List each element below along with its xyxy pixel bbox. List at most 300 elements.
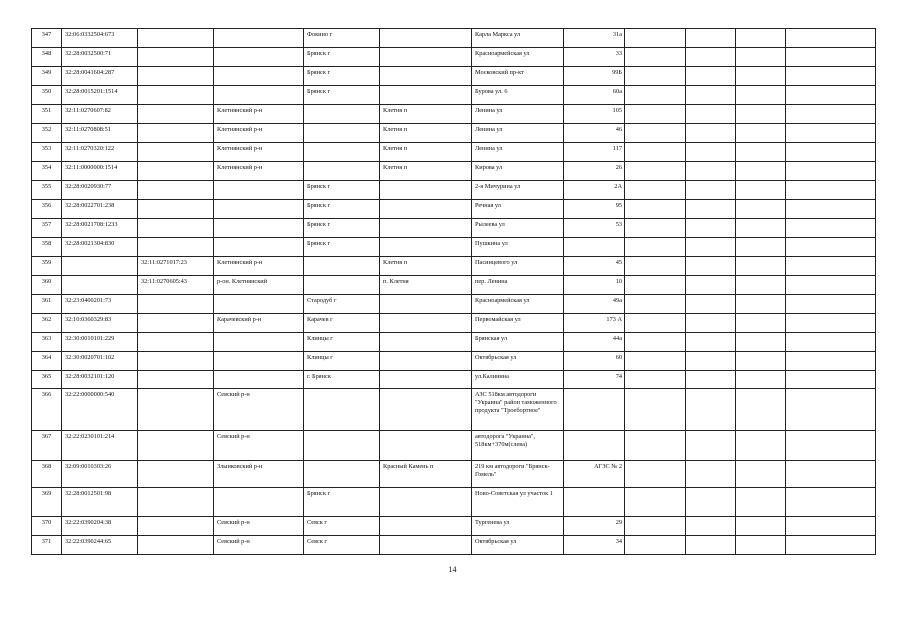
empty-cell xyxy=(625,352,686,371)
settlement-cell: п. Клетня xyxy=(380,276,472,295)
empty-cell xyxy=(736,517,786,536)
empty-cell xyxy=(736,333,786,352)
city-cell xyxy=(304,124,380,143)
empty-cell xyxy=(625,181,686,200)
street-cell: Первомайская ул xyxy=(472,314,564,333)
empty-cell xyxy=(786,431,876,461)
empty-cell xyxy=(786,488,876,517)
settlement-cell xyxy=(380,181,472,200)
empty-cell xyxy=(736,105,786,124)
row-number-cell: 357 xyxy=(32,219,62,238)
cadastral-number-alt-cell xyxy=(138,200,214,219)
house-number-cell xyxy=(564,389,625,431)
city-cell: Брянск г xyxy=(304,86,380,105)
district-cell: Севский р-н xyxy=(214,389,304,431)
empty-cell xyxy=(736,257,786,276)
row-number-cell: 356 xyxy=(32,200,62,219)
cadastral-number-cell: 32:09:0010303:26 xyxy=(62,461,138,488)
settlement-cell xyxy=(380,389,472,431)
city-cell xyxy=(304,461,380,488)
cadastral-number-alt-cell xyxy=(138,219,214,238)
cadastral-number-cell: 32:11:0000000:1514 xyxy=(62,162,138,181)
district-cell: Севский р-н xyxy=(214,431,304,461)
page-number: 14 xyxy=(448,565,457,574)
street-cell: пер. Ленина xyxy=(472,276,564,295)
empty-cell xyxy=(625,219,686,238)
table-row xyxy=(32,67,876,86)
empty-cell xyxy=(625,143,686,162)
empty-cell xyxy=(786,257,876,276)
table-body xyxy=(32,29,876,555)
house-number-cell: 2А xyxy=(564,181,625,200)
house-number-cell: 31а xyxy=(564,29,625,48)
row-number-cell: 369 xyxy=(32,488,62,517)
city-cell xyxy=(304,162,380,181)
empty-cell xyxy=(736,29,786,48)
settlement-cell xyxy=(380,352,472,371)
city-cell: Севск г xyxy=(304,536,380,555)
cadastral-number-cell: 32:11:0270607:82 xyxy=(62,105,138,124)
empty-cell xyxy=(736,143,786,162)
house-number-cell: 44а xyxy=(564,333,625,352)
settlement-cell xyxy=(380,295,472,314)
table-row xyxy=(32,352,876,371)
city-cell xyxy=(304,143,380,162)
empty-cell xyxy=(625,461,686,488)
empty-cell xyxy=(686,352,736,371)
city-cell: Стародуб г xyxy=(304,295,380,314)
empty-cell xyxy=(625,488,686,517)
cadastral-number-cell: 32:28:0041604:287 xyxy=(62,67,138,86)
row-number-cell: 362 xyxy=(32,314,62,333)
empty-cell xyxy=(686,48,736,67)
cadastral-number-alt-cell xyxy=(138,295,214,314)
table-row xyxy=(32,517,876,536)
street-cell: Рылеева ул xyxy=(472,219,564,238)
cadastral-number-cell: 32:22:0000000:540 xyxy=(62,389,138,431)
street-cell: Красноармейская ул xyxy=(472,48,564,67)
house-number-cell: 34 xyxy=(564,536,625,555)
empty-cell xyxy=(786,295,876,314)
settlement-cell xyxy=(380,333,472,352)
street-cell: Ленина ул xyxy=(472,105,564,124)
house-number-cell: 53 xyxy=(564,219,625,238)
street-cell: 2-я Мичурина ул xyxy=(472,181,564,200)
house-number-cell: 29 xyxy=(564,517,625,536)
table-row xyxy=(32,105,876,124)
empty-cell xyxy=(786,181,876,200)
empty-cell xyxy=(625,200,686,219)
empty-cell xyxy=(625,314,686,333)
empty-cell xyxy=(686,314,736,333)
settlement-cell xyxy=(380,200,472,219)
cadastral-number-cell: 32:23:0400201:73 xyxy=(62,295,138,314)
row-number-cell: 351 xyxy=(32,105,62,124)
city-cell: Брянск г xyxy=(304,181,380,200)
empty-cell xyxy=(786,536,876,555)
street-cell: Красноармейская ул xyxy=(472,295,564,314)
table-row xyxy=(32,124,876,143)
house-number-cell xyxy=(564,238,625,257)
table-row xyxy=(32,461,876,488)
empty-cell xyxy=(786,352,876,371)
empty-cell xyxy=(736,352,786,371)
empty-cell xyxy=(686,257,736,276)
district-cell: Злынковский р-н xyxy=(214,461,304,488)
empty-cell xyxy=(786,143,876,162)
cadastral-number-alt-cell xyxy=(138,48,214,67)
settlement-cell: Клетня п xyxy=(380,257,472,276)
cadastral-number-alt-cell xyxy=(138,536,214,555)
cadastral-number-alt-cell xyxy=(138,431,214,461)
street-cell: Московский пр-кт xyxy=(472,67,564,86)
house-number-cell: 45 xyxy=(564,257,625,276)
empty-cell xyxy=(736,86,786,105)
empty-cell xyxy=(786,67,876,86)
district-cell xyxy=(214,352,304,371)
cadastral-number-alt-cell xyxy=(138,314,214,333)
district-cell: Севский р-н xyxy=(214,536,304,555)
cadastral-number-cell: 32:22:0390204:38 xyxy=(62,517,138,536)
settlement-cell xyxy=(380,238,472,257)
street-cell: Ленина ул xyxy=(472,124,564,143)
row-number-cell: 364 xyxy=(32,352,62,371)
empty-cell xyxy=(625,67,686,86)
street-cell: Тургенева ул xyxy=(472,517,564,536)
cadastral-number-alt-cell: 32:11:0271017:23 xyxy=(138,257,214,276)
empty-cell xyxy=(786,276,876,295)
house-number-cell: 60 xyxy=(564,352,625,371)
empty-cell xyxy=(686,219,736,238)
empty-cell xyxy=(686,488,736,517)
table-row xyxy=(32,162,876,181)
settlement-cell xyxy=(380,314,472,333)
row-number-cell: 350 xyxy=(32,86,62,105)
street-cell: Карла Маркса ул xyxy=(472,29,564,48)
empty-cell xyxy=(625,162,686,181)
district-cell: Клетнянский р-н xyxy=(214,105,304,124)
cadastral-number-cell: 32:22:0390244:65 xyxy=(62,536,138,555)
settlement-cell: Клетня п xyxy=(380,162,472,181)
district-cell: р-он. Клетнянский xyxy=(214,276,304,295)
table-row xyxy=(32,276,876,295)
table-row xyxy=(32,48,876,67)
empty-cell xyxy=(786,105,876,124)
house-number-cell: 33 xyxy=(564,48,625,67)
house-number-cell: 117 xyxy=(564,143,625,162)
district-cell xyxy=(214,333,304,352)
empty-cell xyxy=(625,276,686,295)
row-number-cell: 368 xyxy=(32,461,62,488)
district-cell xyxy=(214,48,304,67)
district-cell: Клетнянский р-н xyxy=(214,124,304,143)
empty-cell xyxy=(786,517,876,536)
table-row xyxy=(32,86,876,105)
cadastral-number-cell: 32:11:0270320:122 xyxy=(62,143,138,162)
cadastral-number-cell: 32:11:0270808:51 xyxy=(62,124,138,143)
table-row xyxy=(32,143,876,162)
city-cell: Клинцы г xyxy=(304,352,380,371)
house-number-cell: 99Б xyxy=(564,67,625,86)
cadastral-number-cell: 32:28:0022701:238 xyxy=(62,200,138,219)
cadastral-number-cell: 32:28:0032101:120 xyxy=(62,371,138,389)
cadastral-number-alt-cell xyxy=(138,86,214,105)
settlement-cell: Красный Камень п xyxy=(380,461,472,488)
row-number-cell: 353 xyxy=(32,143,62,162)
empty-cell xyxy=(786,219,876,238)
district-cell xyxy=(214,29,304,48)
cadastral-number-alt-cell xyxy=(138,352,214,371)
empty-cell xyxy=(786,86,876,105)
row-number-cell: 371 xyxy=(32,536,62,555)
district-cell xyxy=(214,181,304,200)
district-cell: Клетнянский р-н xyxy=(214,162,304,181)
empty-cell xyxy=(736,162,786,181)
empty-cell xyxy=(786,200,876,219)
table-row xyxy=(32,371,876,389)
cadastral-number-cell: 32:28:0021708:1233 xyxy=(62,219,138,238)
city-cell: Брянск г xyxy=(304,200,380,219)
street-cell: Кирова ул xyxy=(472,162,564,181)
empty-cell xyxy=(686,389,736,431)
city-cell: Брянск г xyxy=(304,48,380,67)
empty-cell xyxy=(686,517,736,536)
empty-cell xyxy=(786,162,876,181)
empty-cell xyxy=(686,461,736,488)
city-cell: Брянск г xyxy=(304,219,380,238)
settlement-cell xyxy=(380,517,472,536)
cadastral-number-cell: 32:28:0012501:98 xyxy=(62,488,138,517)
city-cell xyxy=(304,276,380,295)
settlement-cell xyxy=(380,371,472,389)
empty-cell xyxy=(736,461,786,488)
row-number-cell: 347 xyxy=(32,29,62,48)
district-cell xyxy=(214,219,304,238)
empty-cell xyxy=(736,536,786,555)
cadastral-number-alt-cell xyxy=(138,105,214,124)
empty-cell xyxy=(625,86,686,105)
empty-cell xyxy=(686,67,736,86)
row-number-cell: 361 xyxy=(32,295,62,314)
empty-cell xyxy=(625,431,686,461)
empty-cell xyxy=(625,257,686,276)
street-cell: Ленина ул xyxy=(472,143,564,162)
city-cell xyxy=(304,105,380,124)
street-cell: Ново-Советская ул участок 1 xyxy=(472,488,564,517)
empty-cell xyxy=(786,389,876,431)
district-cell xyxy=(214,67,304,86)
cadastral-number-alt-cell xyxy=(138,238,214,257)
city-cell xyxy=(304,431,380,461)
street-cell: Октябрьская ул xyxy=(472,352,564,371)
empty-cell xyxy=(786,333,876,352)
empty-cell xyxy=(625,29,686,48)
empty-cell xyxy=(736,67,786,86)
city-cell: Клинцы г xyxy=(304,333,380,352)
table-row xyxy=(32,29,876,48)
district-cell: Севский р-н xyxy=(214,517,304,536)
empty-cell xyxy=(736,371,786,389)
table-row xyxy=(32,314,876,333)
registry-table-container xyxy=(31,28,875,555)
cadastral-number-cell: 32:06:0332504:673 xyxy=(62,29,138,48)
street-cell: Пушкина ул xyxy=(472,238,564,257)
city-cell: Брянск г xyxy=(304,238,380,257)
empty-cell xyxy=(625,371,686,389)
empty-cell xyxy=(736,488,786,517)
street-cell: 219 км автодороги "Брянск-Гомель" xyxy=(472,461,564,488)
empty-cell xyxy=(686,200,736,219)
empty-cell xyxy=(686,295,736,314)
house-number-cell: 105 xyxy=(564,105,625,124)
table-row xyxy=(32,181,876,200)
district-cell xyxy=(214,488,304,517)
empty-cell xyxy=(736,389,786,431)
empty-cell xyxy=(625,295,686,314)
settlement-cell xyxy=(380,67,472,86)
cadastral-number-alt-cell xyxy=(138,143,214,162)
empty-cell xyxy=(625,333,686,352)
empty-cell xyxy=(736,219,786,238)
table-row xyxy=(32,295,876,314)
row-number-cell: 352 xyxy=(32,124,62,143)
district-cell xyxy=(214,86,304,105)
empty-cell xyxy=(786,48,876,67)
empty-cell xyxy=(786,461,876,488)
row-number-cell: 359 xyxy=(32,257,62,276)
house-number-cell: АГЗС № 2 xyxy=(564,461,625,488)
empty-cell xyxy=(686,29,736,48)
house-number-cell xyxy=(564,488,625,517)
settlement-cell xyxy=(380,219,472,238)
row-number-cell: 349 xyxy=(32,67,62,86)
city-cell xyxy=(304,389,380,431)
settlement-cell xyxy=(380,536,472,555)
table-row xyxy=(32,488,876,517)
cadastral-number-alt-cell xyxy=(138,124,214,143)
settlement-cell xyxy=(380,488,472,517)
house-number-cell: 26 xyxy=(564,162,625,181)
cadastral-number-alt-cell xyxy=(138,488,214,517)
street-cell: ул.Калинина xyxy=(472,371,564,389)
cadastral-number-alt-cell xyxy=(138,371,214,389)
row-number-cell: 354 xyxy=(32,162,62,181)
cadastral-number-alt-cell xyxy=(138,29,214,48)
cadastral-number-alt-cell xyxy=(138,181,214,200)
row-number-cell: 363 xyxy=(32,333,62,352)
cadastral-number-alt-cell xyxy=(138,67,214,86)
row-number-cell: 358 xyxy=(32,238,62,257)
house-number-cell: 10 xyxy=(564,276,625,295)
district-cell xyxy=(214,238,304,257)
house-number-cell: 74 xyxy=(564,371,625,389)
empty-cell xyxy=(625,389,686,431)
settlement-cell: Клетня п xyxy=(380,124,472,143)
empty-cell xyxy=(686,431,736,461)
street-cell: Октябрьская ул xyxy=(472,536,564,555)
row-number-cell: 360 xyxy=(32,276,62,295)
city-cell: Брянск г xyxy=(304,67,380,86)
settlement-cell xyxy=(380,86,472,105)
settlement-cell xyxy=(380,29,472,48)
empty-cell xyxy=(786,238,876,257)
empty-cell xyxy=(686,162,736,181)
district-cell: Клетнянский р-н xyxy=(214,143,304,162)
table-row xyxy=(32,238,876,257)
empty-cell xyxy=(736,181,786,200)
settlement-cell: Клетня п xyxy=(380,143,472,162)
district-cell: Клетнянский р-н xyxy=(214,257,304,276)
district-cell xyxy=(214,371,304,389)
empty-cell xyxy=(625,105,686,124)
empty-cell xyxy=(736,431,786,461)
empty-cell xyxy=(736,276,786,295)
cadastral-number-alt-cell xyxy=(138,517,214,536)
row-number-cell: 348 xyxy=(32,48,62,67)
cadastral-number-alt-cell xyxy=(138,162,214,181)
empty-cell xyxy=(686,238,736,257)
city-cell: Фокино г xyxy=(304,29,380,48)
city-cell: Севск г xyxy=(304,517,380,536)
cadastral-number-cell: 32:28:0015201:1514 xyxy=(62,86,138,105)
empty-cell xyxy=(625,536,686,555)
empty-cell xyxy=(686,181,736,200)
cadastral-number-cell: 32:28:0020930:77 xyxy=(62,181,138,200)
table-row xyxy=(32,389,876,431)
street-cell: Бурова ул. 6 xyxy=(472,86,564,105)
cadastral-number-cell: 32:30:0010101:229 xyxy=(62,333,138,352)
street-cell: Пасинцевого ул xyxy=(472,257,564,276)
house-number-cell: 46 xyxy=(564,124,625,143)
empty-cell xyxy=(736,124,786,143)
empty-cell xyxy=(736,238,786,257)
registry-table xyxy=(31,28,876,555)
empty-cell xyxy=(625,48,686,67)
house-number-cell xyxy=(564,431,625,461)
table-row xyxy=(32,431,876,461)
empty-cell xyxy=(686,276,736,295)
empty-cell xyxy=(686,536,736,555)
house-number-cell: 95 xyxy=(564,200,625,219)
settlement-cell xyxy=(380,431,472,461)
street-cell: АЗС 518км автодороги "Украина" район таможенного продукта "Троебортное" xyxy=(472,389,564,431)
row-number-cell: 365 xyxy=(32,371,62,389)
settlement-cell: Клетня п xyxy=(380,105,472,124)
street-cell: Брянская ул xyxy=(472,333,564,352)
city-cell xyxy=(304,257,380,276)
empty-cell xyxy=(736,314,786,333)
empty-cell xyxy=(686,143,736,162)
empty-cell xyxy=(625,517,686,536)
empty-cell xyxy=(736,48,786,67)
cadastral-number-cell: 32:10:0360329:83 xyxy=(62,314,138,333)
empty-cell xyxy=(686,86,736,105)
cadastral-number-cell: 32:28:0021304:830 xyxy=(62,238,138,257)
empty-cell xyxy=(736,200,786,219)
cadastral-number-cell xyxy=(62,276,138,295)
cadastral-number-alt-cell xyxy=(138,461,214,488)
cadastral-number-alt-cell: 32:11:0270605:43 xyxy=(138,276,214,295)
table-row xyxy=(32,333,876,352)
empty-cell xyxy=(786,314,876,333)
row-number-cell: 367 xyxy=(32,431,62,461)
city-cell: г. Брянск xyxy=(304,371,380,389)
empty-cell xyxy=(686,371,736,389)
house-number-cell: 60а xyxy=(564,86,625,105)
empty-cell xyxy=(686,124,736,143)
row-number-cell: 355 xyxy=(32,181,62,200)
house-number-cell: 49а xyxy=(564,295,625,314)
